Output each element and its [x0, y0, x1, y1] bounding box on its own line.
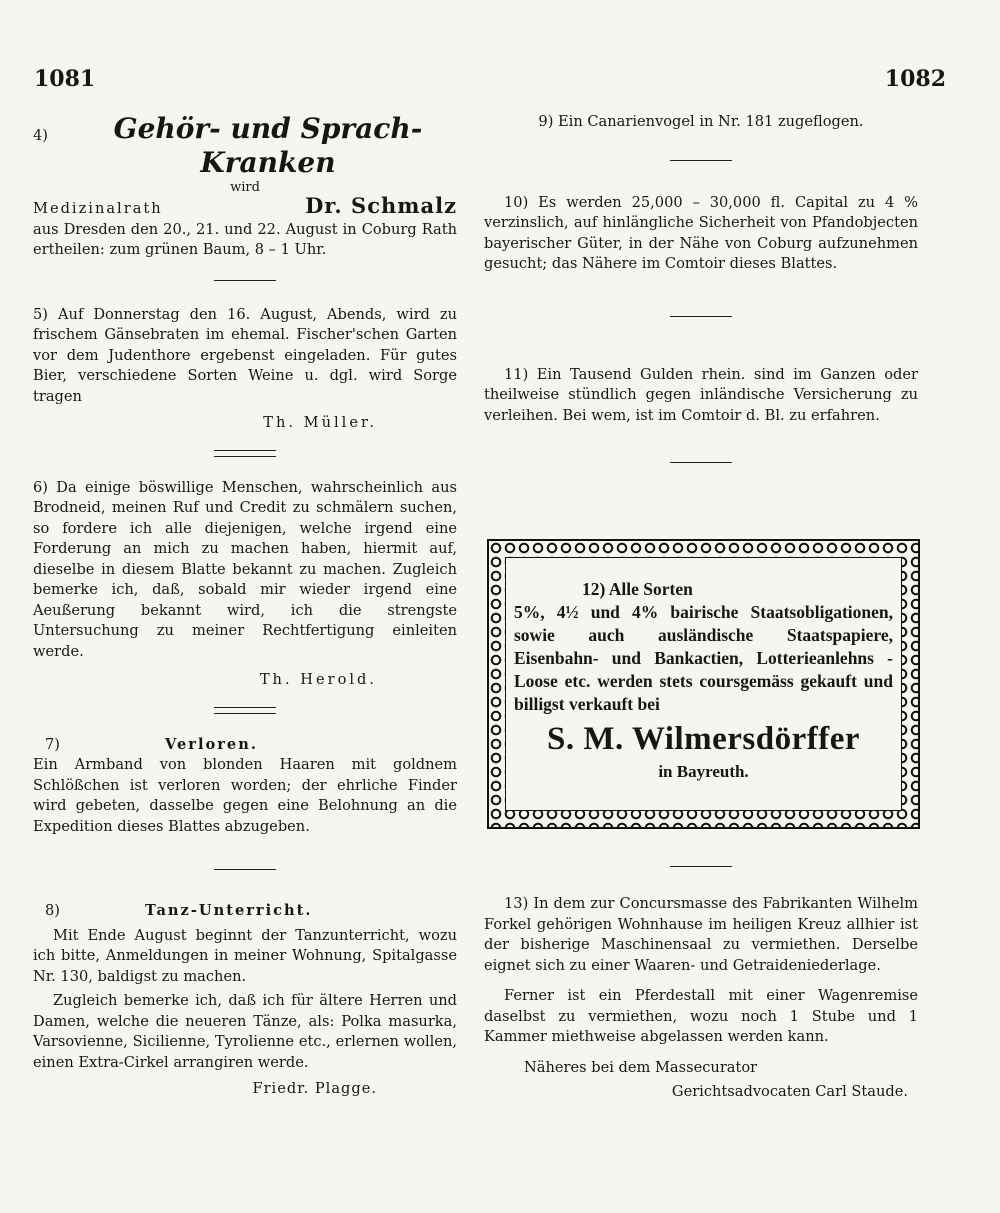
ad-4-doctor-name: Dr. Schmalz: [305, 193, 457, 218]
ad-12-head: 12) Alle Sorten: [582, 579, 693, 599]
separator: [33, 697, 457, 725]
ad-4-title-prefix: Medizinalrath: [33, 200, 163, 217]
ad-11: [484, 365, 918, 427]
ad-7-title: Verloren.: [165, 735, 258, 753]
ad-5-body: 5) Auf Donnerstag den 16. August, Abends, wird zu frischem Gänsebraten im ehemal. Fischer'schen Garten vor dem Judenthore ergebenst eingeladen. Für gutes Bier, verschiedene Sorten Weine u. dgl. wird Sorge tragen: [33, 305, 457, 405]
separator: [484, 303, 918, 331]
ad-8-signature: Friedr. Plagge.: [252, 1080, 377, 1097]
separator: [33, 440, 457, 468]
separator: [484, 147, 918, 175]
ad-7-number: 7): [45, 735, 60, 753]
ad-8-body-1: Mit Ende August beginnt der Tanzunterricht, wozu ich bitte, Anmeldungen in meiner Wohnung, Spitalgasse Nr. 130, baldigst zu machen.: [33, 926, 457, 985]
ad-10: [484, 193, 918, 275]
ad-8-number: 8): [45, 902, 60, 919]
ad-8-title: Tanz-Unterricht.: [145, 902, 313, 919]
ad-12-decorative-frame: [487, 539, 920, 829]
right-column-lower: [484, 852, 918, 1103]
ad-11-body: 11) Ein Tausend Gulden rhein. sind im Ganzen oder theilweise stündlich gegen inländische Versicherung zu verleihen. Bei wem, ist im Comtoir d. Bl. zu erfahren.: [484, 365, 918, 424]
ad-12-city: in Bayreuth.: [658, 762, 749, 781]
ad-6-signature: Th. Herold.: [259, 671, 377, 688]
ad-9: [484, 112, 918, 133]
ad-13-contact-1: Näheres bei dem Massecurator: [524, 1058, 758, 1076]
ad-7-body: Ein Armband von blonden Haaren mit goldnem Schlößchen ist verloren worden; der ehrliche Finder wird gebeten, dasselbe gegen eine Belohnung an die Expedition dieses Blattes abzugeben.: [33, 756, 457, 835]
ad-4-title-line1: Gehör- und Sprach-: [113, 112, 423, 145]
ad-13-contact-2: Gerichtsadvocaten Carl Staude.: [671, 1083, 908, 1100]
ad-4: [33, 112, 457, 261]
ad-4-wird: wird: [230, 180, 260, 195]
separator: [484, 448, 918, 476]
ad-13-body-2: Ferner ist ein Pferdestall mit einer Wagenremise daselbst zu vermiethen, wozu noch 1 Stube und 1 Kammer miethweise abgelassen werden kann.: [484, 987, 918, 1045]
ad-8: [33, 901, 457, 1100]
separator: [484, 852, 918, 880]
right-column: [484, 112, 918, 498]
ad-12: [505, 557, 902, 811]
ad-4-number: 4): [33, 127, 48, 144]
separator: [33, 855, 457, 883]
ad-6-body: 6) Da einige böswillige Menschen, wahrscheinlich aus Brodneid, meinen Ruf und Credit zu schmälern suchen, so fordere ich alle diejenigen, welche irgend eine Forderung an mich zu machen haben, hiermit auf, dieselbe in diesem Blatte bekannt zu machen. Zugleich bemerke ich, daß, sobald mir wieder irgend eine Aeußerung bekannt wird, ich die strengste Untersuchung zu meiner Rechtfertigung einleiten werde.: [33, 478, 457, 660]
ad-12-firm-name: S. M. Wilmersdörffer: [546, 721, 861, 757]
left-column: [33, 112, 457, 1100]
ad-13: [484, 894, 918, 1103]
ad-5: [33, 305, 457, 434]
ad-13-body-1: 13) In dem zur Concursmasse des Fabrikanten Wilhelm Forkel gehörigen Wohnhause im heiligen Kreuz allhier ist der bisherige Maschinensaal zu vermiethen. Derselbe eignet sich zu einer Waaren- und Getraideniederlage.: [484, 895, 918, 974]
ad-4-title-line2: Kranken: [200, 146, 336, 179]
ad-12-body: 5%, 4½ und 4% bairische Staatsobligationen, sowie auch ausländische Staatspapiere, Eisenbahn- und Bankactien, Lotterieanlehns - Loose etc. werden stets coursgemäss gekauft und billigst verkauft bei: [514, 602, 893, 714]
page-number-right: 1082: [884, 66, 946, 92]
page-number-left: 1081: [34, 66, 96, 92]
ad-8-body-2: Zugleich bemerke ich, daß ich für ältere Herren und Damen, welche die neueren Tänze, als: Polka masurka, Varsovienne, Sicilienne, Tyrolienne etc., erlernen wollen, einen Extra-Cirkel arrangiren werde.: [33, 992, 457, 1071]
ad-10-body: 10) Es werden 25,000 – 30,000 fl. Capital zu 4 % verzinslich, auf hinlängliche Sicherheit von Pfandobjecten bayerischer Güter, in der Nähe von Coburg aufzunehmen gesucht; das Nähere im Comtoir dieses Blattes.: [484, 193, 918, 272]
separator: [33, 267, 457, 295]
ad-7: [33, 735, 457, 838]
ad-9-body: 9) Ein Canarienvogel in Nr. 181 zugeflogen.: [538, 113, 864, 130]
ad-6: [33, 478, 457, 691]
ad-5-signature: Th. Müller.: [263, 414, 377, 431]
ad-4-body: aus Dresden den 20., 21. und 22. August in Coburg Rath ertheilen: zum grünen Baum, 8 – 1 Uhr.: [33, 220, 457, 258]
